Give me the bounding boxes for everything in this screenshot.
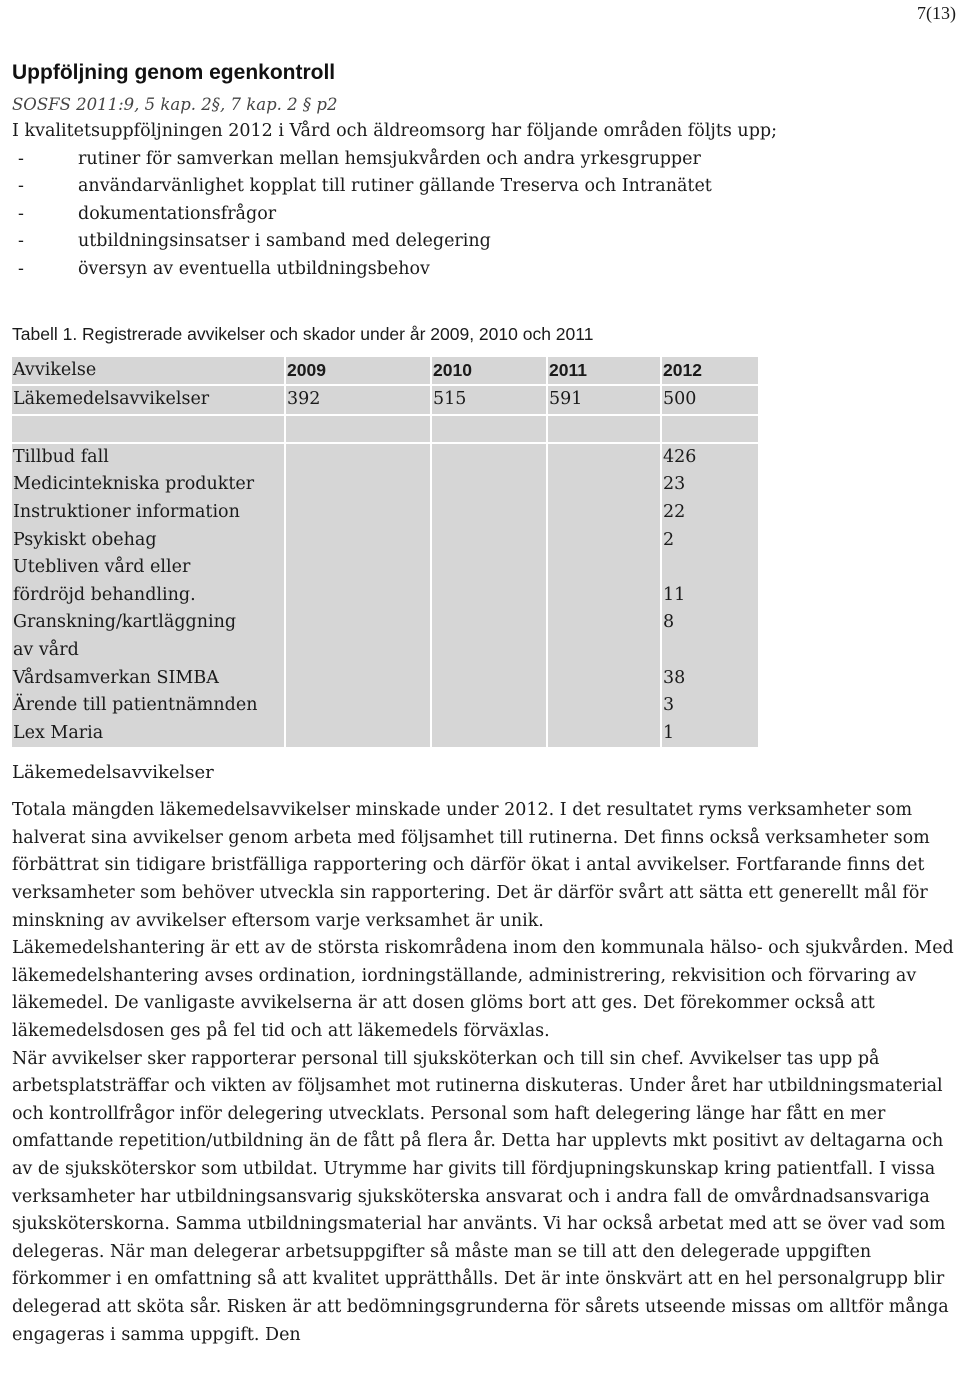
header-cell: 2010 [432, 357, 546, 385]
list-item: - dokumentationsfrågor [12, 201, 957, 229]
paragraph: Totala mängden läkemedelsavvikelser minskade under 2012. I det resultatet ryms verksamheter som halverat sina avvikelser genom arbeta med följsamhet till rutinerna. Det finns också verksamheter som förbättrat sin tidigare bristfälliga rapportering och därför ökat i antal avvikelser. Fortfarande finns det verksamheter som behöver utveckla sin rapportering. Det är därför svårt att sätta ett generellt mål för minskning av avvikelser eftersom varje verksamhet är unik. [12, 800, 930, 931]
bullet-marker: - [18, 176, 24, 197]
followup-list [12, 146, 957, 284]
bullet-marker: - [18, 258, 24, 279]
category-cell: Tillbud fall Medicintekniska produkter Instruktioner information Psykiskt obehag Utebliven vård eller fördröjd behandling. Granskning/kartläggning av vård Vårdsamverkan SIMBA Ärende till patientnämnden Lex Maria [12, 444, 284, 748]
header-cell: 2011 [548, 357, 660, 385]
value-cell-2012: 426 23 22 2 11 8 38 3 1 [662, 444, 758, 748]
table-caption: Tabell 1. Registrerade avvikelser och skador under år 2009, 2010 och 2011 [12, 323, 594, 344]
paragraph: När avvikelser sker rapporterar personal till sjuksköterkan och till sin chef. Avvikelser tas upp på arbetsplatsträffar och vikten av följsamhet mot rutinerna diskuteras. Under året har utbildningsmaterial och kontrollfrågor inför delegering utvecklats. Personal som haft delegering länge har fått en mer omfattande repetition/utbildning än de fått på flera år. Detta har upplevts mkt positivt av deltagarna och av de sjuksköterskor som utbildat. Utrymme har givits till fördjupningskunskap kring patientfall. I vissa verksamheter har utbildningsansvarig sjuksköterska ansvarat och i andra fall de omvårdnadsansvariga sjuksköterskorna. Samma utbildningsmaterial har använts. Vi har också arbetat med att se över vad som delegeras. När man delegerar arbetsuppgifter så måste man se till att den delegerade uppgiften förkommer i en omfattning så att kvalitet upprätthålls. Det är inte önskvärt att en hel personalgrupp blir delegerad att sköta sår. Risken är att bedömningsgrunderna för sårets utseende missas om alltför många engageras i samma uppgift. Den [12, 1048, 949, 1345]
bullet-marker: - [18, 231, 24, 252]
list-item: - användarvänlighet kopplat till rutiner gällande Treserva och Intranätet [12, 173, 957, 201]
table-row [12, 444, 758, 748]
list-item: - utbildningsinsatser i samband med delegering [12, 228, 957, 256]
document-body [12, 58, 957, 1349]
table-cell: 392 [286, 386, 430, 414]
regulation-reference: SOSFS 2011:9, 5 kap. 2§, 7 kap. 2 § p2 [12, 95, 338, 114]
bullet-marker: - [18, 148, 24, 169]
table-cell: 591 [548, 386, 660, 414]
table-cell: Läkemedelsavvikelser [12, 386, 284, 414]
paragraph: Läkemedelshantering är ett av de största riskområdena inom den kommunala hälso- och sjukvården. Med läkemedelshantering avses ordination, iordningställande, administrering, rekvisition och förvaring av läkemedel. De vanligaste avvikelserna är att dosen glöms bort att ges. Det förekommer också att läkemedelsdosen ges på fel tid och att läkemedels förväxlas. [12, 938, 954, 1042]
table-spacer-row [12, 416, 758, 442]
header-cell: 2012 [662, 357, 758, 385]
table-cell: 515 [432, 386, 546, 414]
list-item: - översyn av eventuella utbildningsbehov [12, 256, 957, 284]
bullet-marker: - [18, 203, 24, 224]
table-cell: 500 [662, 386, 758, 414]
page-number: 7(13) [917, 3, 956, 23]
deviation-table [10, 355, 760, 750]
section-heading: Uppföljning genom egenkontroll [12, 61, 336, 84]
intro-text: I kvalitetsuppföljningen 2012 i Vård och äldreomsorg har följande områden följts upp; [12, 121, 777, 141]
header-cell: Avvikelse [12, 357, 284, 385]
table-row [12, 386, 758, 414]
table-header-row [12, 357, 758, 385]
subheading: Läkemedelsavvikelser [12, 762, 214, 784]
list-item: - rutiner för samverkan mellan hemsjukvården och andra yrkesgrupper [12, 146, 957, 174]
header-cell: 2009 [286, 357, 430, 385]
